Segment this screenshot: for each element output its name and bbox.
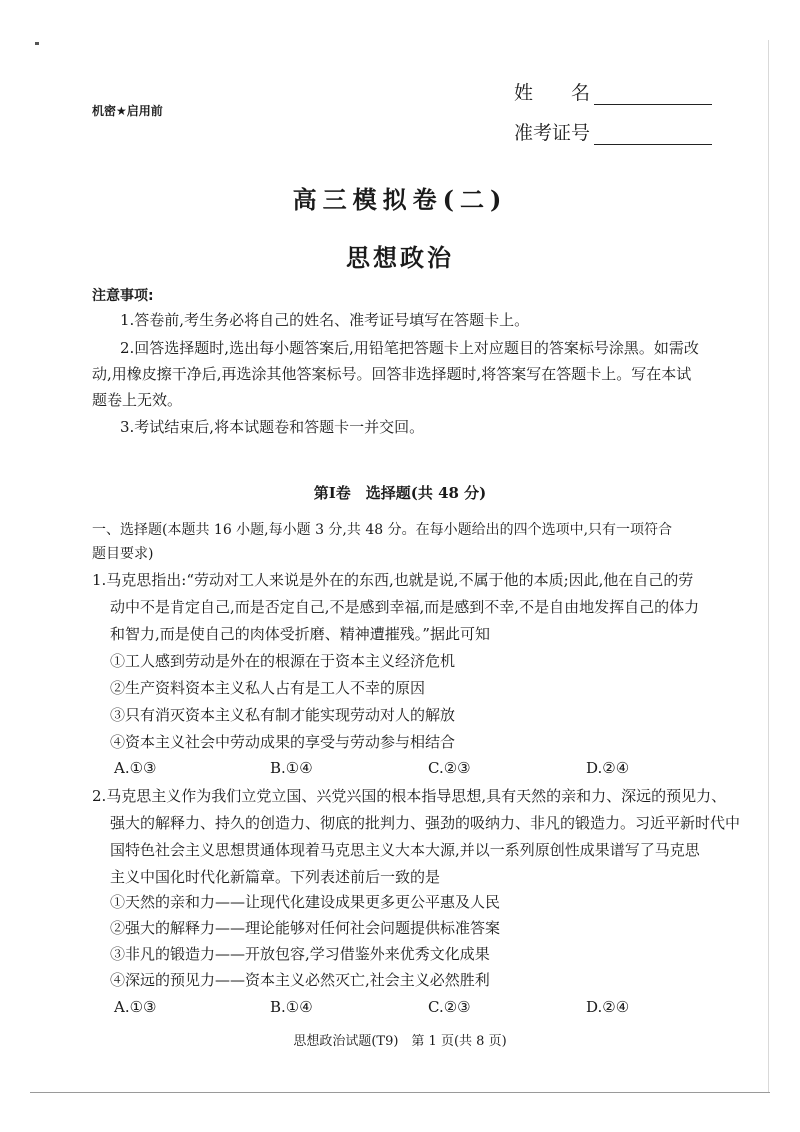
scan-bottom-line [30,1092,770,1093]
q2-option-a: A.①③ [114,998,157,1016]
q1-option-c: C.②③ [428,759,471,777]
exam-id-blank[interactable] [594,126,712,145]
name-blank[interactable] [594,86,712,105]
paper-title: 高三模拟卷(二) [292,185,508,214]
note-item-2-line-1: 2.回答选择题时,选出每小题答案后,用铅笔把答题卡上对应题目的答案标号涂黑。如需改 [120,339,699,357]
q1-stem-line-1: 1.马克思指出:“劳动对工人来说是外在的东西,也就是说,不属于他的本质;因此,他在自己的劳 [92,571,694,589]
section-instruction-line-2: 题目要求) [92,546,154,562]
q2-option-b: B.①④ [270,998,313,1016]
exam-id-row [514,118,712,145]
name-label: 姓 名 [514,82,591,104]
scan-artifact [35,42,39,45]
q2-stem-line-3: 国特色社会主义思想贯通体现着马克思主义大本大源,并以一系列原创性成果谱写了马克思 [110,841,700,859]
q1-option-b: B.①④ [270,759,313,777]
subject-title: 思想政治 [346,243,454,272]
note-item-1: 1.答卷前,考生务必将自己的姓名、准考证号填写在答题卡上。 [120,311,530,329]
section-heading: 第Ⅰ卷 选择题(共 48 分) [313,484,487,502]
classification-label: 机密★启用前 [92,104,163,118]
exam-id-label: 准考证号 [514,122,591,144]
name-row [514,78,712,105]
q2-option-d: D.②④ [586,998,630,1016]
q1-statement-2: ②生产资料资本主义私人占有是工人不幸的原因 [110,679,426,697]
note-item-2-line-3: 题卷上无效。 [92,391,183,409]
q2-option-c: C.②③ [428,998,471,1016]
q1-statement-4: ④资本主义社会中劳动成果的享受与劳动参与相结合 [110,733,456,751]
q2-stem-line-1: 2.马克思主义作为我们立党立国、兴党兴国的根本指导思想,具有天然的亲和力、深远的预见力、 [92,787,727,805]
q1-stem-line-3: 和智力,而是使自己的肉体受折磨、精神遭摧残。”据此可知 [110,625,490,643]
q2-statement-4: ④深远的预见力——资本主义必然灭亡,社会主义必然胜利 [110,971,490,989]
section-instruction-line-1: 一、选择题(本题共 16 小题,每小题 3 分,共 48 分。在每小题给出的四个选项中,只有一项符合 [92,522,673,538]
q1-option-d: D.②④ [586,759,630,777]
q2-statement-1: ①天然的亲和力——让现代化建设成果更多更公平惠及人民 [110,893,501,911]
notes-heading: 注意事项: [92,288,154,304]
q1-stem-line-2: 动中不是肯定自己,而是否定自己,不是感到幸福,而是感到不幸,不是自由地发挥自己的体力 [110,598,700,616]
q1-statement-1: ①工人感到劳动是外在的根源在于资本主义经济危机 [110,652,456,670]
q2-stem-line-2: 强大的解释力、持久的创造力、彻底的批判力、强劲的吸纳力、非凡的锻造力。习近平新时代中 [110,814,741,832]
note-item-3: 3.考试结束后,将本试题卷和答题卡一并交回。 [120,418,425,436]
note-item-2-line-2: 动,用橡皮擦干净后,再选涂其他答案标号。回答非选择题时,将答案写在答题卡上。写在本试 [92,365,692,383]
q1-option-a: A.①③ [114,759,157,777]
page-footer: 思想政治试题(T9) 第 1 页(共 8 页) [293,1034,507,1049]
q2-stem-line-4: 主义中国化时代化新篇章。下列表述前后一致的是 [110,868,441,886]
q2-statement-3: ③非凡的锻造力——开放包容,学习借鉴外来优秀文化成果 [110,945,490,963]
q2-statement-2: ②强大的解释力——理论能够对任何社会问题提供标准答案 [110,919,501,937]
q1-statement-3: ③只有消灭资本主义私有制才能实现劳动对人的解放 [110,706,456,724]
